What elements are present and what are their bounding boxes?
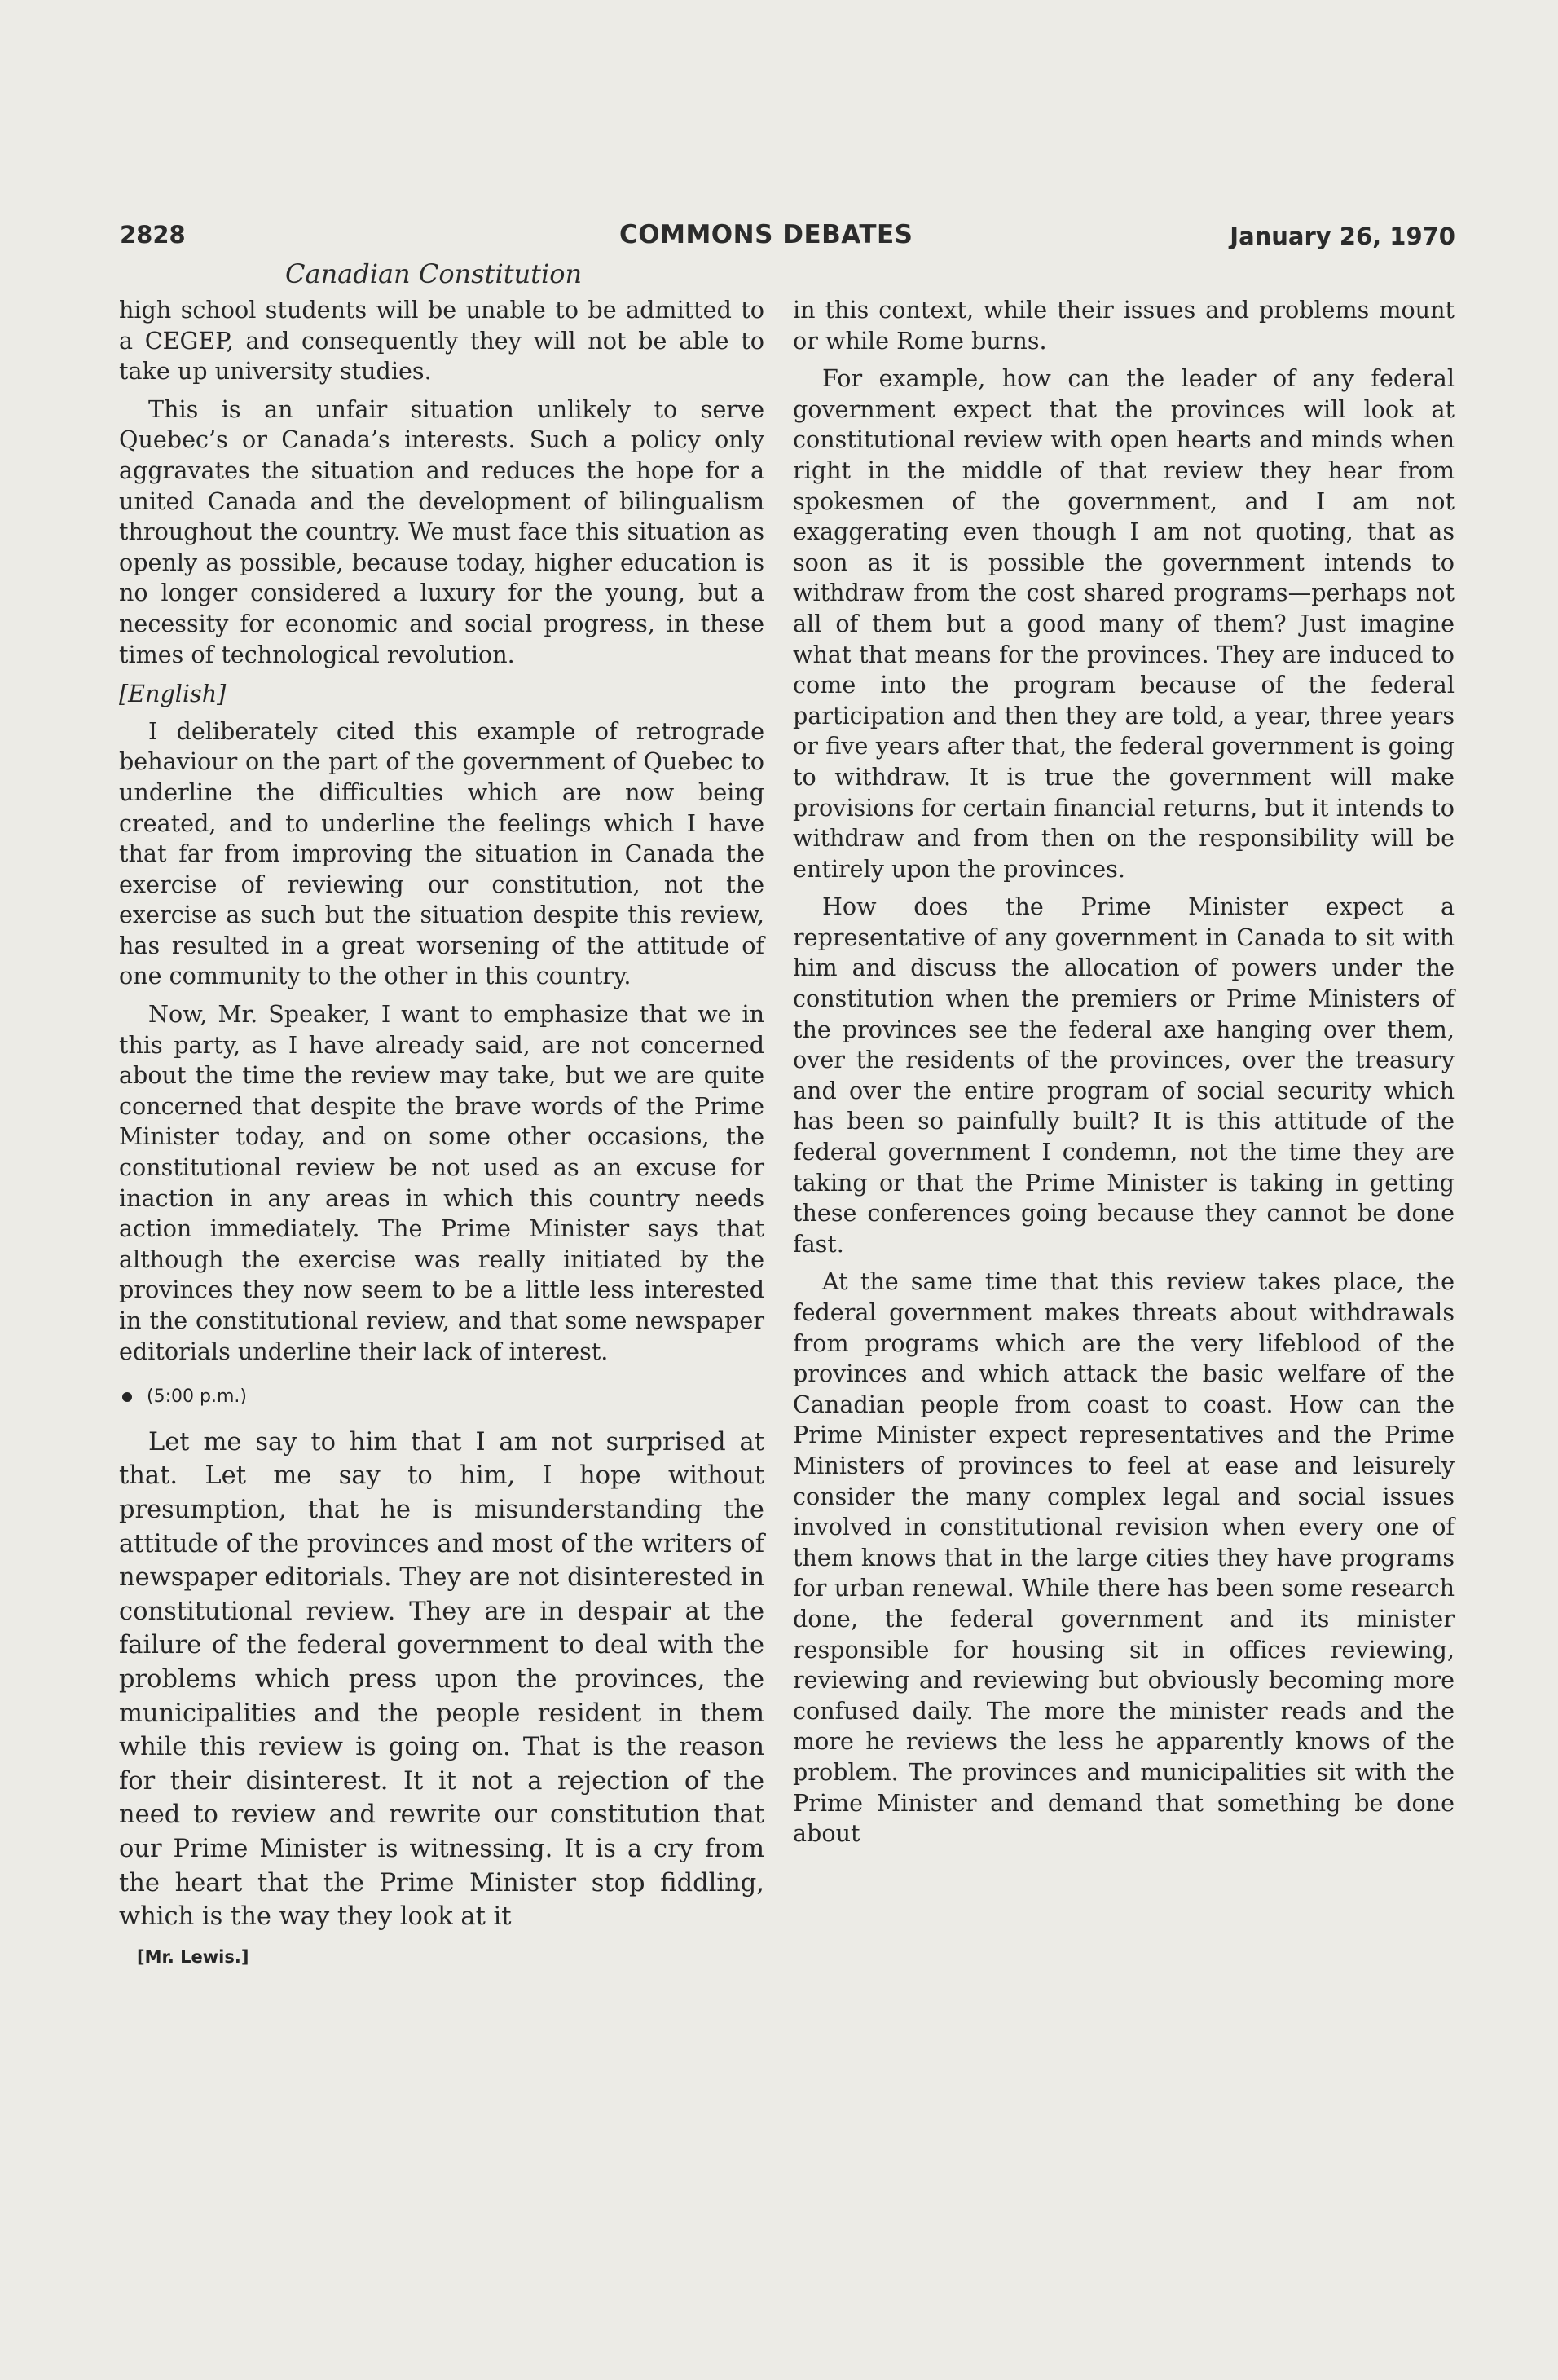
publication-title: COMMONS DEBATES [619,220,913,249]
paragraph: At the same time that this review takes place, the federal government makes threats about withdrawals from programs which are the very lifeblood of the provinces and which attack the basic welfare of the Canadian people from coast to coast. How can the Prime Minister expect representatives and the Prime Ministers of provinces to feel at ease and leisurely consider the many complex legal and social issues involved in constitutional revision when every one of them knows that in the large cities they have programs for urban renewal. While there has been some research done, the federal government and its minister responsible for housing sit in offices reviewing, reviewing and reviewing but obviously becoming more confused daily. The more the minister reads and the more he reviews the less he apparently knows of the problem. The provinces and municipalities sit with the Prime Minister and demand that something be done about [793,1267,1455,1848]
left-column [119,295,764,1972]
paragraph: high school students will be unable to be admitted to a CEGEP, and consequently they will not be able to take up university studies. [119,296,764,386]
subject-heading: Canadian Constitution [285,258,583,289]
issue-date: January 26, 1970 [1230,223,1455,250]
bullet-icon [122,1392,132,1402]
language-tag: [English] [119,680,227,708]
speaker-tag: [Mr. Lewis.] [137,1946,249,1967]
time-marker-text: (5:00 p.m.) [147,1386,247,1408]
paragraph: in this context, while their issues and problems mount or while Rome burns. [793,296,1455,355]
paragraph: Let me say to him that I am not surprised at that. Let me say to him, I hope without presumption, that he is misunderstanding the attitude of the provinces and most of the writers of newspaper editorials. They are not disinterested in constitutional review. They are in despair at the failure of the federal government to deal with the problems which press upon the provinces, the municipalities and the people resident in them while this review is going on. That is the reason for their disinterest. It it not a rejection of the need to review and rewrite our constitution that our Prime Minister is witnessing. It is a cry from the heart that the Prime Minister stop fiddling, which is the way they look at it [119,1427,764,1932]
paragraph: For example, how can the leader of any federal government expect that the provinces will look at constitutional review with open hearts and minds when right in the middle of that review they hear from spokesmen of the government, and I am not exaggerating even though I am not quoting, that as soon as it is possible the government intends to withdraw from the cost shared programs—perhaps not all of them but a good many of them? Just imagine what that means for the provinces. They are induced to come into the program because of the federal participation and then they are told, a year, three years or five years after that, the federal government is going to withdraw. It is true the government will make provisions for certain financial returns, but it intends to withdraw and from then on the responsibility will be entirely upon the provinces. [793,364,1455,883]
paragraph: This is an unfair situation unlikely to serve Quebec’s or Canada’s interests. Such a policy only aggravates the situation and reduces the hope for a united Canada and the development of bilingualism throughout the country. We must face this situation as openly as possible, because today, higher education is no longer considered a luxury for the young, but a necessity for economic and social progress, in these times of technological revolution. [119,394,764,668]
right-column [793,295,1455,1849]
page-number: 2828 [120,221,186,249]
paragraph: I deliberately cited this example of retrograde behaviour on the part of the government of Quebec to underline the difficulties which are now being created, and to underline the feelings which I have that far from improving the situation in Canada the exercise of reviewing our constitution, not the exercise as such but the situation despite this review, has resulted in a great worsening of the attitude of one community to the other in this country. [119,716,764,990]
paragraph: Now, Mr. Speaker, I want to emphasize that we in this party, as I have already said, are not concerned about the time the review may take, but we are quite concerned that despite the brave words of the Prime Minister today, and on some other occasions, the constitutional review be not used as an excuse for inaction in any areas in which this country needs action immediately. The Prime Minister says that although the exercise was really initiated by the provinces they now seem to be a little less interested in the constitutional review, and that some newspaper editorials underline their lack of interest. [119,1000,764,1365]
time-marker [119,1382,764,1413]
paragraph: How does the Prime Minister expect a representative of any government in Canada to sit with him and discuss the allocation of powers under the constitution when the premiers or Prime Ministers of the provinces see the federal axe hanging over them, over the residents of the provinces, over the treasury and over the entire program of social security which has been so painfully built? It is this attitude of the federal government I condemn, not the time they are taking or that the Prime Minister is taking in getting these conferences going because they cannot be done fast. [793,892,1455,1258]
